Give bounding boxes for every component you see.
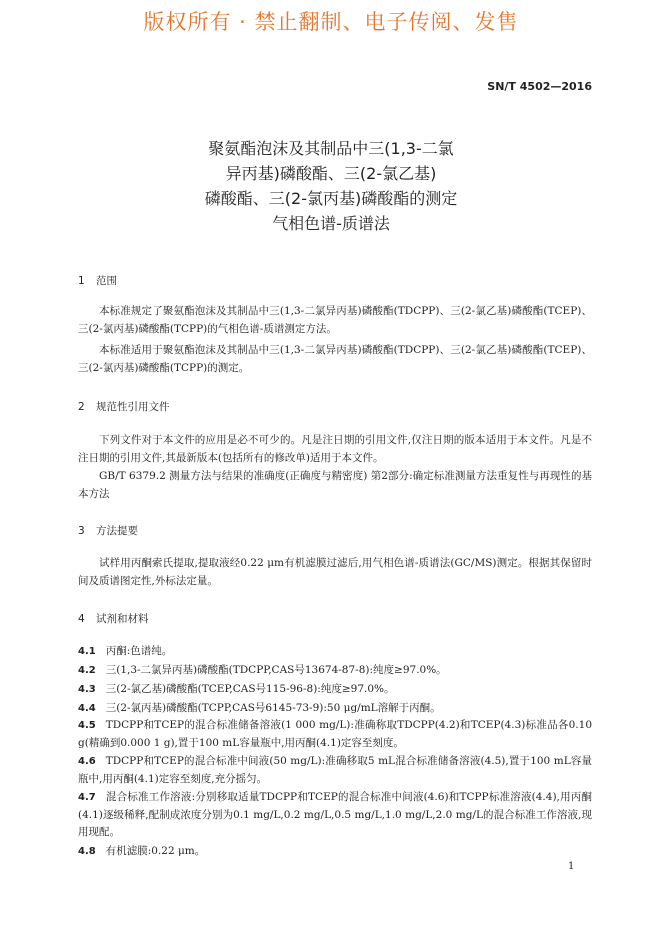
reference-gbt-6379-2: GB/T 6379.2 测量方法与结果的准确度(正确度与精密度) 第2部分:确定标准测量方法重复性与再现性的基本方法 xyxy=(78,470,592,500)
document-title xyxy=(0,136,662,236)
reagent-item xyxy=(78,789,592,842)
title-line-4: 气相色谱-质谱法 xyxy=(272,214,390,233)
reagent-item xyxy=(78,717,592,752)
section-title: 规范性引用文件 xyxy=(96,401,170,413)
section-number: 4 xyxy=(78,613,85,625)
reagent-item xyxy=(78,843,592,861)
item-number: 4.5 xyxy=(78,720,96,731)
standard-code: SN/T 4502—2016 xyxy=(487,80,592,93)
reagent-item xyxy=(78,662,592,680)
title-line-2: 异丙基)磷酸酯、三(2-氯乙基) xyxy=(225,164,437,183)
section-number: 2 xyxy=(78,401,85,413)
item-text: 有机滤膜:0.22 μm。 xyxy=(105,845,206,857)
page-number: 1 xyxy=(568,861,575,872)
copyright-watermark: 版权所有 · 禁止翻制、电子传阅、发售 xyxy=(143,10,519,34)
item-text: 三(2-氯乙基)磷酸酯(TCEP,CAS号115-96-8):纯度≥97.0%。 xyxy=(105,683,395,695)
reagent-item xyxy=(78,700,592,718)
section-title: 试剂和材料 xyxy=(96,613,149,625)
section-title: 范围 xyxy=(96,275,117,287)
item-text: 三(2-氯丙基)磷酸酯(TCPP,CAS号6145-73-9):50 μg/mL溶解于丙酮。 xyxy=(105,702,441,714)
reagent-item xyxy=(78,753,592,788)
section-3-heading xyxy=(78,523,138,538)
item-number: 4.7 xyxy=(78,792,96,803)
title-line-1: 聚氨酯泡沫及其制品中三(1,3-二氯 xyxy=(208,139,454,158)
method-summary-paragraph: 试样用丙酮索氏提取,提取液经0.22 μm有机滤膜过滤后,用气相色谱-质谱法(GC/MS)测定。根据其保留时间及质谱图定性,外标法定量。 xyxy=(78,557,592,587)
item-number: 4.3 xyxy=(78,684,96,695)
reagent-item xyxy=(78,681,592,699)
item-number: 4.8 xyxy=(78,846,96,857)
section-2-heading xyxy=(78,399,170,414)
item-text: 三(1,3-二氯异丙基)磷酸酯(TDCPP,CAS号13674-87-8):纯度≥97.0%。 xyxy=(105,664,447,676)
section-title: 方法提要 xyxy=(96,525,138,537)
item-number: 4.1 xyxy=(78,646,96,657)
scope-paragraph-1: 本标准规定了聚氨酯泡沫及其制品中三(1,3-二氯异丙基)磷酸酯(TDCPP)、三(2-氯乙基)磷酸酯(TCEP)、三(2-氯丙基)磷酸酯(TCPP)的气相色谱-质谱测定方法。 xyxy=(78,305,592,335)
section-4-heading xyxy=(78,611,149,626)
item-text: TDCPP和TCEP的混合标准中间液(50 mg/L):准确移取5 mL混合标准储备溶液(4.5),置于100 mL容量瓶中,用丙酮(4.1)定容至刻度,充分摇匀。 xyxy=(78,755,592,785)
reagent-item xyxy=(78,643,592,661)
item-text: 混合标准工作溶液:分别移取适量TDCPP和TCEP的混合标准中间液(4.6)和TCPP标准溶液(4.4),用丙酮(4.1)逐级稀释,配制成浓度分别为0.1 mg/L,0.2 mg/L,0.5 mg/L,1.0 mg/L,2.0 mg/L的混合标准工作溶液,现用现配。 xyxy=(78,791,592,838)
references-paragraph: 下列文件对于本文件的应用是必不可少的。凡是注日期的引用文件,仅注日期的版本适用于本文件。凡是不注日期的引用文件,其最新版本(包括所有的修改单)适用于本文件。 xyxy=(78,434,592,464)
item-text: 丙酮:色谱纯。 xyxy=(105,645,173,657)
item-number: 4.4 xyxy=(78,703,96,714)
item-number: 4.2 xyxy=(78,665,96,676)
title-line-3: 磷酸酯、三(2-氯丙基)磷酸酯的测定 xyxy=(204,189,458,208)
section-1-heading xyxy=(78,273,117,288)
scope-paragraph-2: 本标准适用于聚氨酯泡沫及其制品中三(1,3-二氯异丙基)磷酸酯(TDCPP)、三(2-氯乙基)磷酸酯(TCEP)、三(2-氯丙基)磷酸酯(TCPP)的测定。 xyxy=(78,344,592,374)
section-number: 1 xyxy=(78,275,85,287)
item-number: 4.6 xyxy=(78,756,96,767)
item-text: TDCPP和TCEP的混合标准储备溶液(1 000 mg/L):准确称取TDCPP(4.2)和TCEP(4.3)标准品各0.10 g(精确到0.000 1 g),置于100 mL容量瓶中,用丙酮(4.1)定容至刻度。 xyxy=(78,719,592,749)
section-number: 3 xyxy=(78,525,85,537)
